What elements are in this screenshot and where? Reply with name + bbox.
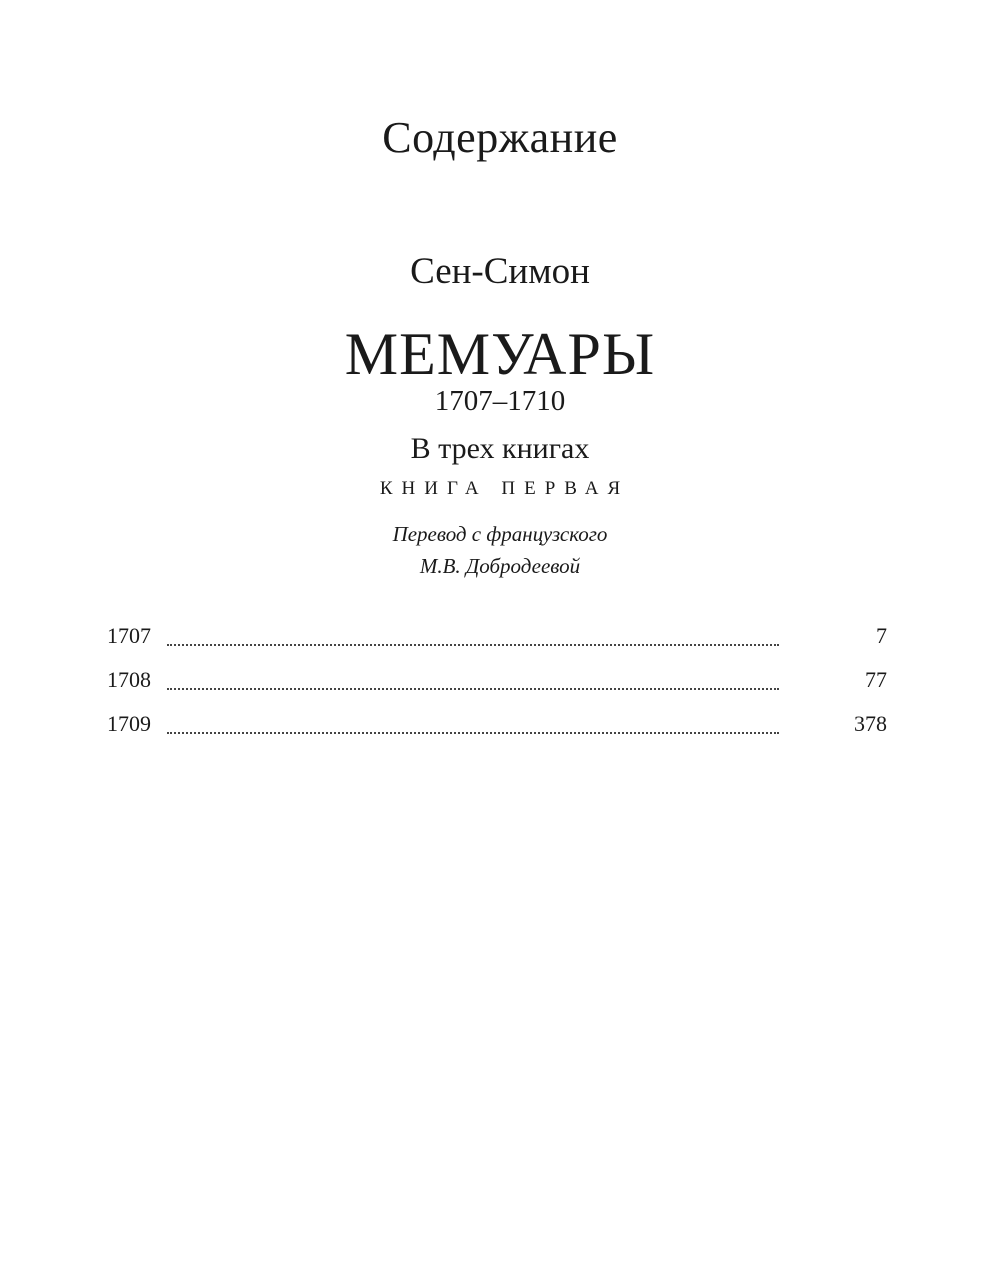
series-note: В трех книгах (410, 432, 590, 465)
toc-entry-label: 1709 (107, 711, 151, 736)
toc-entry-label: 1708 (107, 667, 151, 692)
years-range: 1707–1710 (434, 385, 566, 417)
book-title: МЕМУАРЫ (344, 321, 656, 387)
translation-credit (0, 518, 1000, 582)
dot-leader (167, 644, 779, 646)
author-name: Сен-Симон (410, 251, 590, 292)
toc-entry-page: 7 (876, 623, 887, 648)
contents-heading: Содержание (382, 113, 618, 162)
toc-entry-1709[interactable] (107, 708, 887, 752)
dot-leader (167, 688, 779, 690)
toc-entry-label: 1707 (107, 623, 151, 648)
table-of-contents (107, 620, 887, 752)
toc-entry-page: 77 (865, 667, 887, 692)
toc-entry-1707[interactable] (107, 620, 887, 664)
dot-leader (167, 732, 779, 734)
book-number: КНИГА ПЕРВАЯ (379, 478, 630, 499)
toc-entry-page: 378 (854, 711, 887, 736)
translator-name: М.В. Добродеевой (419, 554, 581, 578)
translation-line: Перевод с французского (392, 522, 608, 546)
toc-entry-1708[interactable] (107, 664, 887, 708)
